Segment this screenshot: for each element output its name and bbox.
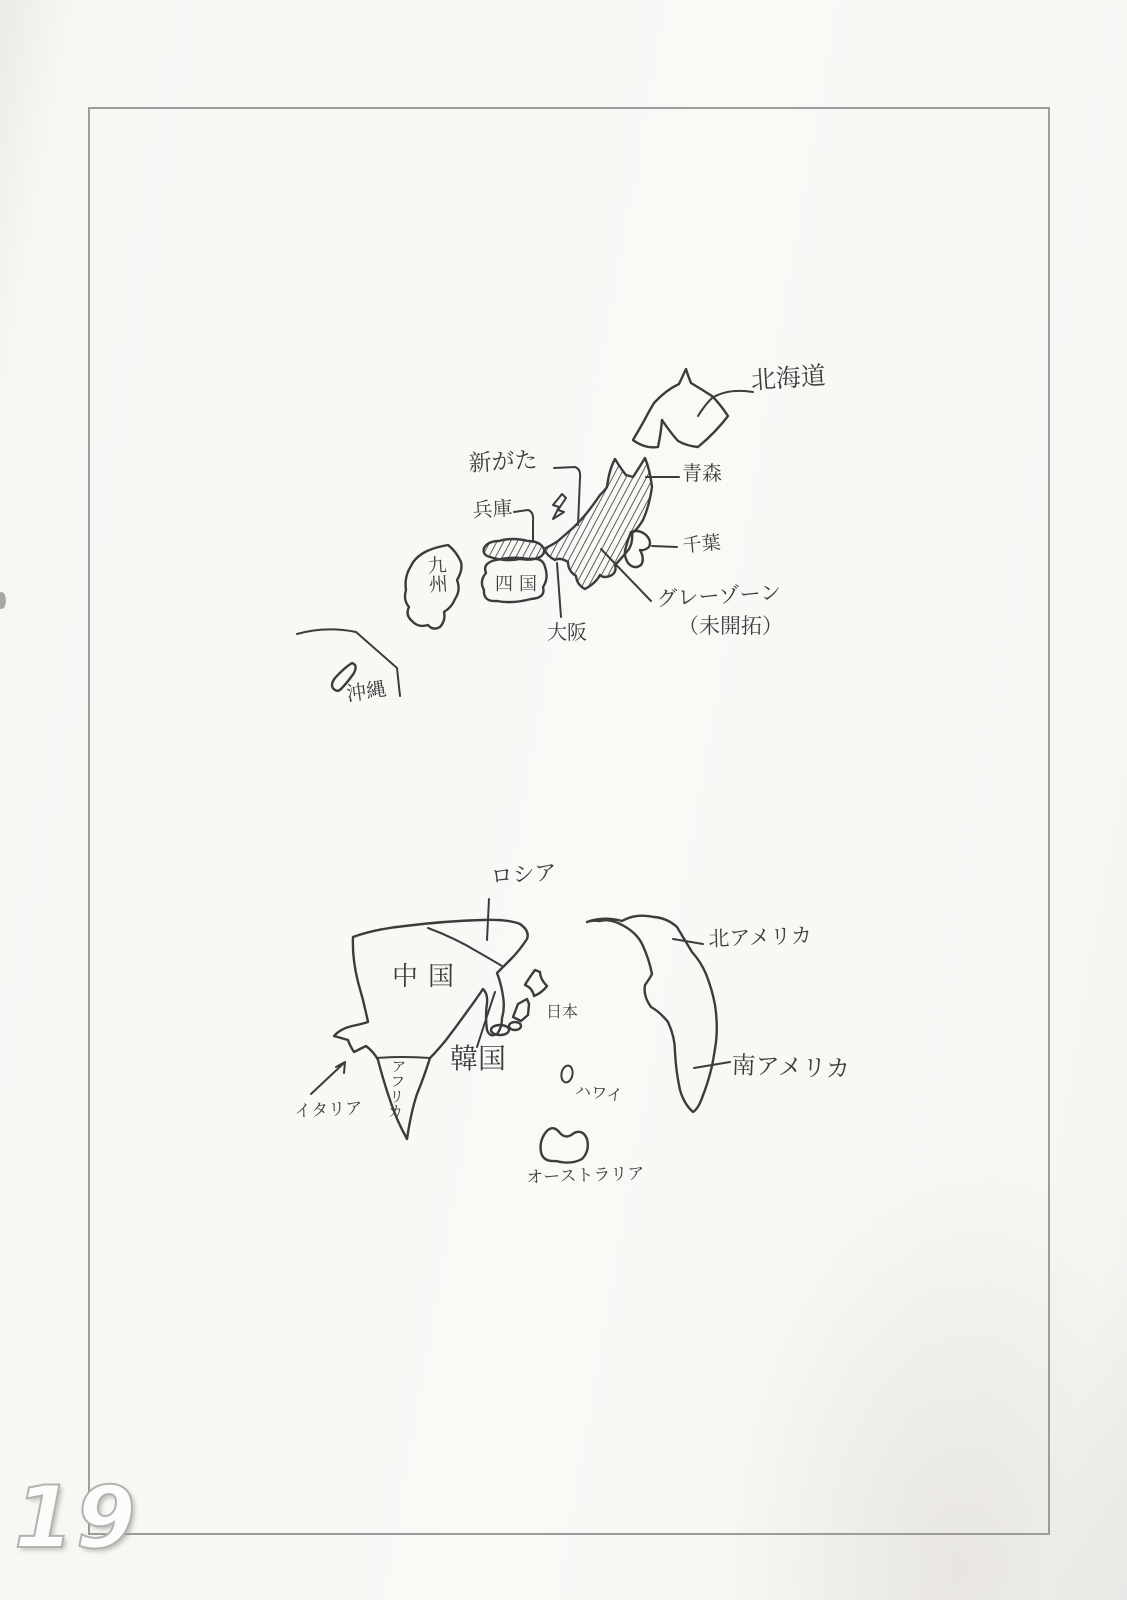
russia-leader-line [487,899,489,940]
sado-island-shape [553,494,566,519]
page-number: 19 [14,1468,138,1568]
wj-honshu-shape [513,999,529,1021]
chiba-leader-line [652,546,677,547]
label-africa: アフリカ [385,1057,408,1120]
label-hokkaido: 北海道 [749,360,827,395]
label-gray-zone-line1: グレーゾーン [655,580,782,611]
label-hyogo: 兵庫 [471,495,514,522]
honshu-island-shape [544,458,652,589]
japan-map [297,369,753,696]
label-kyushu: 九州 [423,554,449,594]
label-aomori: 青森 [682,461,722,485]
hokkaido-island-shape [633,369,728,447]
label-australia: オーストラリア [525,1163,645,1188]
russia-border-line [428,928,502,966]
label-korea: 韓国 [450,1042,507,1075]
label-north-america: 北アメリカ [707,923,813,951]
eurasia-continent-shape [334,920,528,1139]
label-shikoku: 四国 [495,574,543,595]
label-south-america: 南アメリカ [731,1051,851,1084]
wj-islet-1 [509,1022,521,1030]
label-osaka: 大阪 [547,620,587,644]
label-gray-zone-line2: （未開拓） [678,614,783,638]
australia-island-shape [541,1128,588,1162]
label-hawaii: ハワイ [574,1081,624,1105]
hyogo-leader-line [514,510,533,542]
world-map [311,899,730,1163]
italy-arrow [311,1062,345,1094]
label-okinawa: 沖縄 [344,676,388,706]
label-niigata: 新がた [467,447,539,477]
label-japan: 日本 [546,1002,579,1021]
label-china: 中国 [392,962,465,992]
hawaii-island-dot [560,1065,574,1084]
africa-border-line [377,1057,430,1058]
osaka-leader-line [557,563,561,617]
americas-continent-shape [587,916,717,1112]
label-chiba: 千葉 [681,531,722,557]
wj-hokkaido-shape [525,970,547,996]
label-russia: ロシア [489,860,558,890]
label-italy: イタリア [293,1098,363,1122]
